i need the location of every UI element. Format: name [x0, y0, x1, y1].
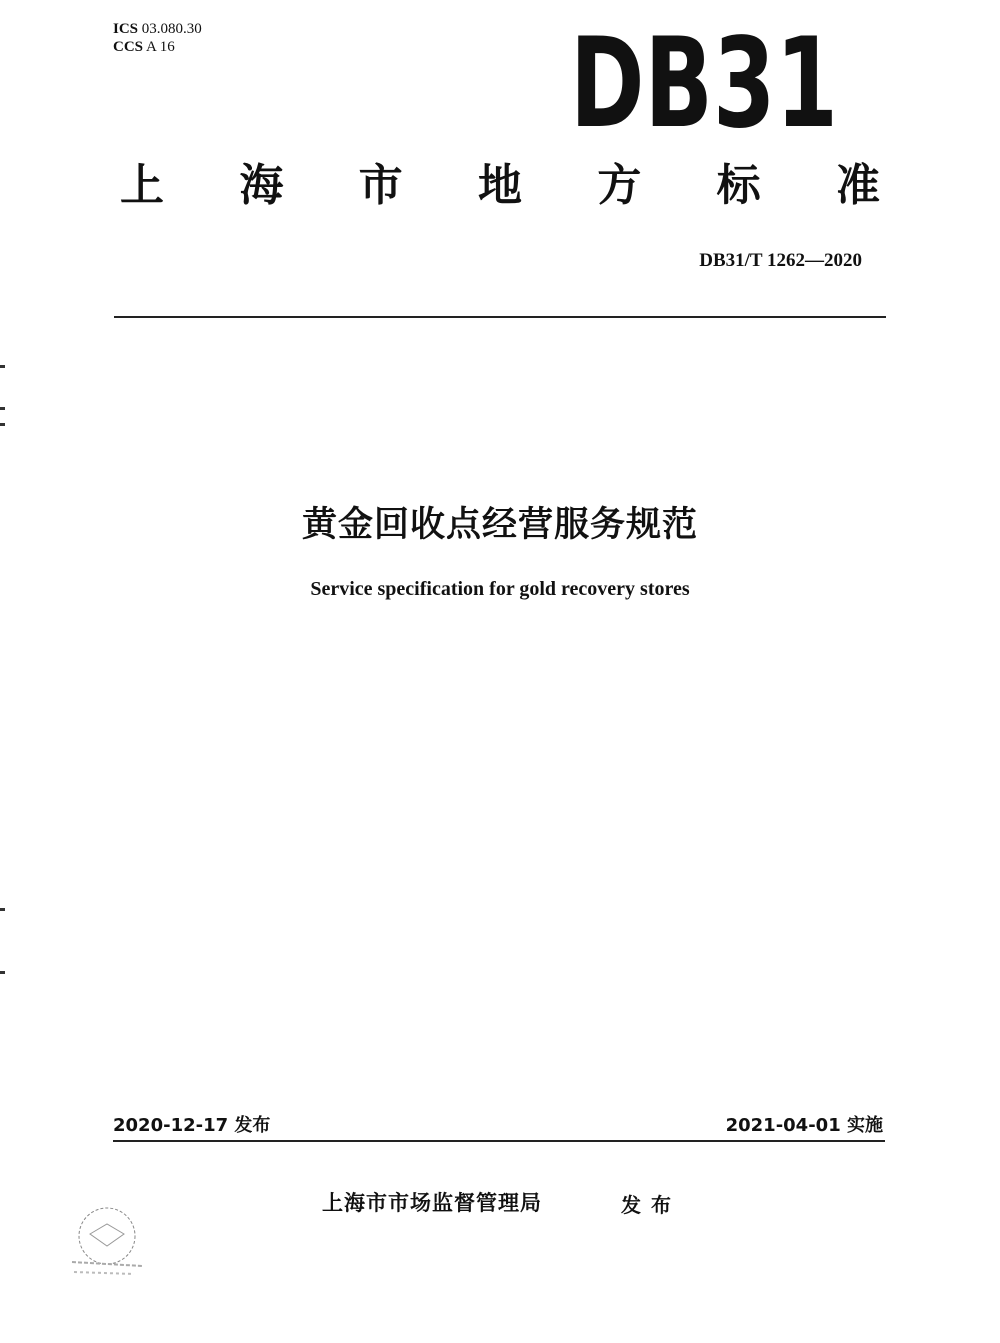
standard-category-char: 标 — [716, 160, 761, 211]
standard-category-char: 方 — [597, 160, 642, 211]
ics-line — [113, 20, 202, 38]
document-title-english: Service specification for gold recovery stores — [310, 578, 690, 600]
standard-category-char: 上 — [120, 160, 164, 211]
ccs-line — [113, 38, 202, 56]
scan-mark — [0, 407, 5, 410]
implementation-date: 2021-04-01 实施 — [725, 1115, 883, 1136]
db31-logo — [570, 12, 840, 156]
standard-category-char: 市 — [358, 160, 403, 211]
scan-mark — [0, 971, 5, 974]
standard-number: DB31/T 1262—2020 — [699, 250, 862, 271]
document-title-chinese: 黄金回收点经营服务规范 — [301, 505, 698, 545]
scan-mark — [0, 423, 5, 426]
standard-category-char: 海 — [239, 160, 284, 211]
bottom-divider — [113, 1140, 885, 1142]
scan-mark — [0, 908, 5, 911]
issue-date: 2020-12-17 发布 — [113, 1115, 271, 1136]
scan-mark — [0, 365, 5, 368]
top-divider — [114, 316, 886, 318]
standard-category-title — [120, 160, 880, 212]
db31-logo-text: DB31 — [570, 12, 838, 156]
publish-word: 发布 — [621, 1193, 681, 1217]
publisher: 上海市市场监督管理局 — [322, 1191, 542, 1215]
ics-code: 03.080.30 — [141, 21, 202, 37]
watermark-stamp-icon — [62, 1196, 152, 1286]
ccs-code: A 16 — [145, 39, 175, 55]
classification-block — [113, 20, 202, 56]
standard-category-char: 准 — [835, 160, 880, 211]
ccs-label: CCS — [113, 39, 144, 55]
standard-category-char: 地 — [477, 160, 522, 211]
ics-label: ICS — [113, 21, 139, 37]
